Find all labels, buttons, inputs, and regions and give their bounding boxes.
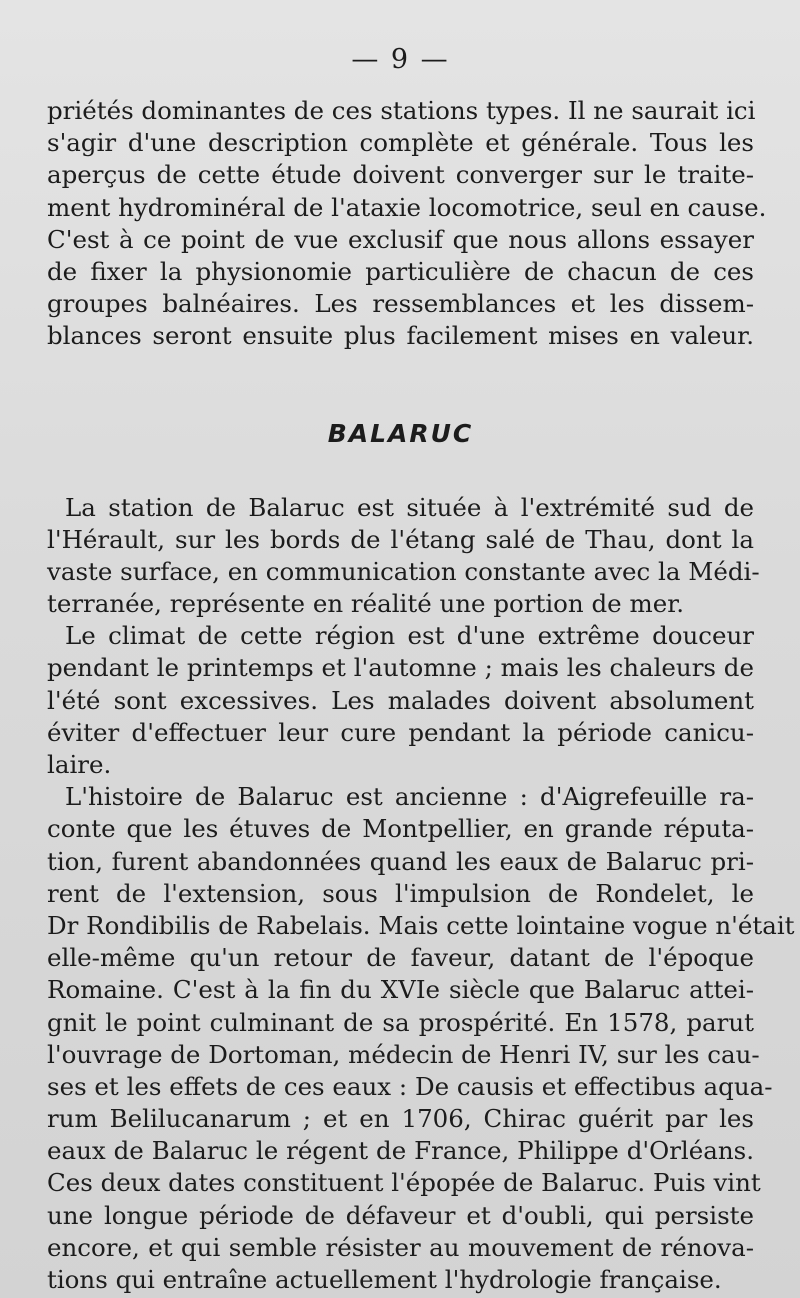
text-line: ses et les effets de ces eaux : De causis et effectibus aqua-: [47, 1071, 773, 1101]
text-line: Le climat de cette région est d'une extrême douceur: [65, 621, 754, 651]
paragraph-history: [47, 781, 795, 1296]
text-line: une longue période de défaveur et d'oubli, qui persiste: [47, 1200, 754, 1230]
text-line: priétés dominantes de ces stations types. Il ne saurait ici: [47, 96, 756, 125]
text-line: l'été sont excessives. Les malades doivent absolument: [47, 685, 754, 715]
text-line: tion, furent abandonnées quand les eaux de Balaruc pri-: [47, 846, 754, 876]
text-line: terranée, représente en réalité une portion de mer.: [47, 589, 684, 619]
text-line: eaux de Balaruc le régent de France, Philippe d'Orléans.: [47, 1136, 754, 1166]
text-line: s'agir d'une description complète et générale. Tous les: [47, 128, 754, 158]
text-line: de fixer la physionomie particulière de chacun de ces: [47, 256, 754, 286]
text-line: elle-même qu'un retour de faveur, datant de l'époque: [47, 943, 754, 973]
text-line: blances seront ensuite plus facilement mises en valeur.: [47, 321, 754, 351]
text-line: Dr Rondibilis de Rabelais. Mais cette lointaine vogue n'était: [47, 910, 795, 940]
text-line: groupes balnéaires. Les ressemblances et les dissem-: [47, 289, 754, 319]
text-line: l'Hérault, sur les bords de l'étang salé de Thau, dont la: [47, 524, 754, 554]
text-line: encore, et qui semble résister au mouvement de rénova-: [47, 1232, 754, 1262]
text-line: gnit le point culminant de sa prospérité. En 1578, parut: [47, 1007, 754, 1037]
text-line: laire.: [47, 750, 112, 779]
text-line: éviter d'effectuer leur cure pendant la période canicu-: [47, 717, 754, 747]
text-line: Ces deux dates constituent l'épopée de Balaruc. Puis vint: [47, 1168, 761, 1198]
text-line: Romaine. C'est à la fin du XVIe siècle que Balaruc attei-: [47, 975, 754, 1005]
page-number: — 9 —: [351, 44, 450, 75]
text-line: tions qui entraîne actuellement l'hydrologie française.: [47, 1265, 722, 1294]
text-line: rum Belilucanarum ; et en 1706, Chirac guérit par les: [47, 1104, 754, 1134]
paragraph-location: [47, 492, 760, 621]
text-line: C'est à ce point de vue exclusif que nous allons essayer: [47, 224, 754, 254]
text-line: l'ouvrage de Dortoman, médecin de Henri IV, sur les cau-: [47, 1039, 760, 1069]
section-title: BALARUC: [327, 418, 474, 448]
text-line: L'histoire de Balaruc est ancienne : d'Aigrefeuille ra-: [65, 782, 754, 812]
text-line: vaste surface, en communication constante avec la Médi-: [47, 556, 760, 586]
text-line: aperçus de cette étude doivent converger sur le traite-: [47, 160, 754, 190]
text-line: rent de l'extension, sous l'impulsion de Rondelet, le: [47, 878, 754, 908]
intro-paragraph: [47, 95, 767, 353]
text-line: ment hydrominéral de l'ataxie locomotrice, seul en cause.: [47, 192, 767, 222]
text-line: conte que les étuves de Montpellier, en grande réputa-: [47, 814, 754, 844]
text-line: pendant le printemps et l'automne ; mais les chaleurs de: [47, 653, 754, 683]
text-line: La station de Balaruc est située à l'extrémité sud de: [65, 492, 754, 522]
paragraph-climate: [47, 620, 754, 781]
